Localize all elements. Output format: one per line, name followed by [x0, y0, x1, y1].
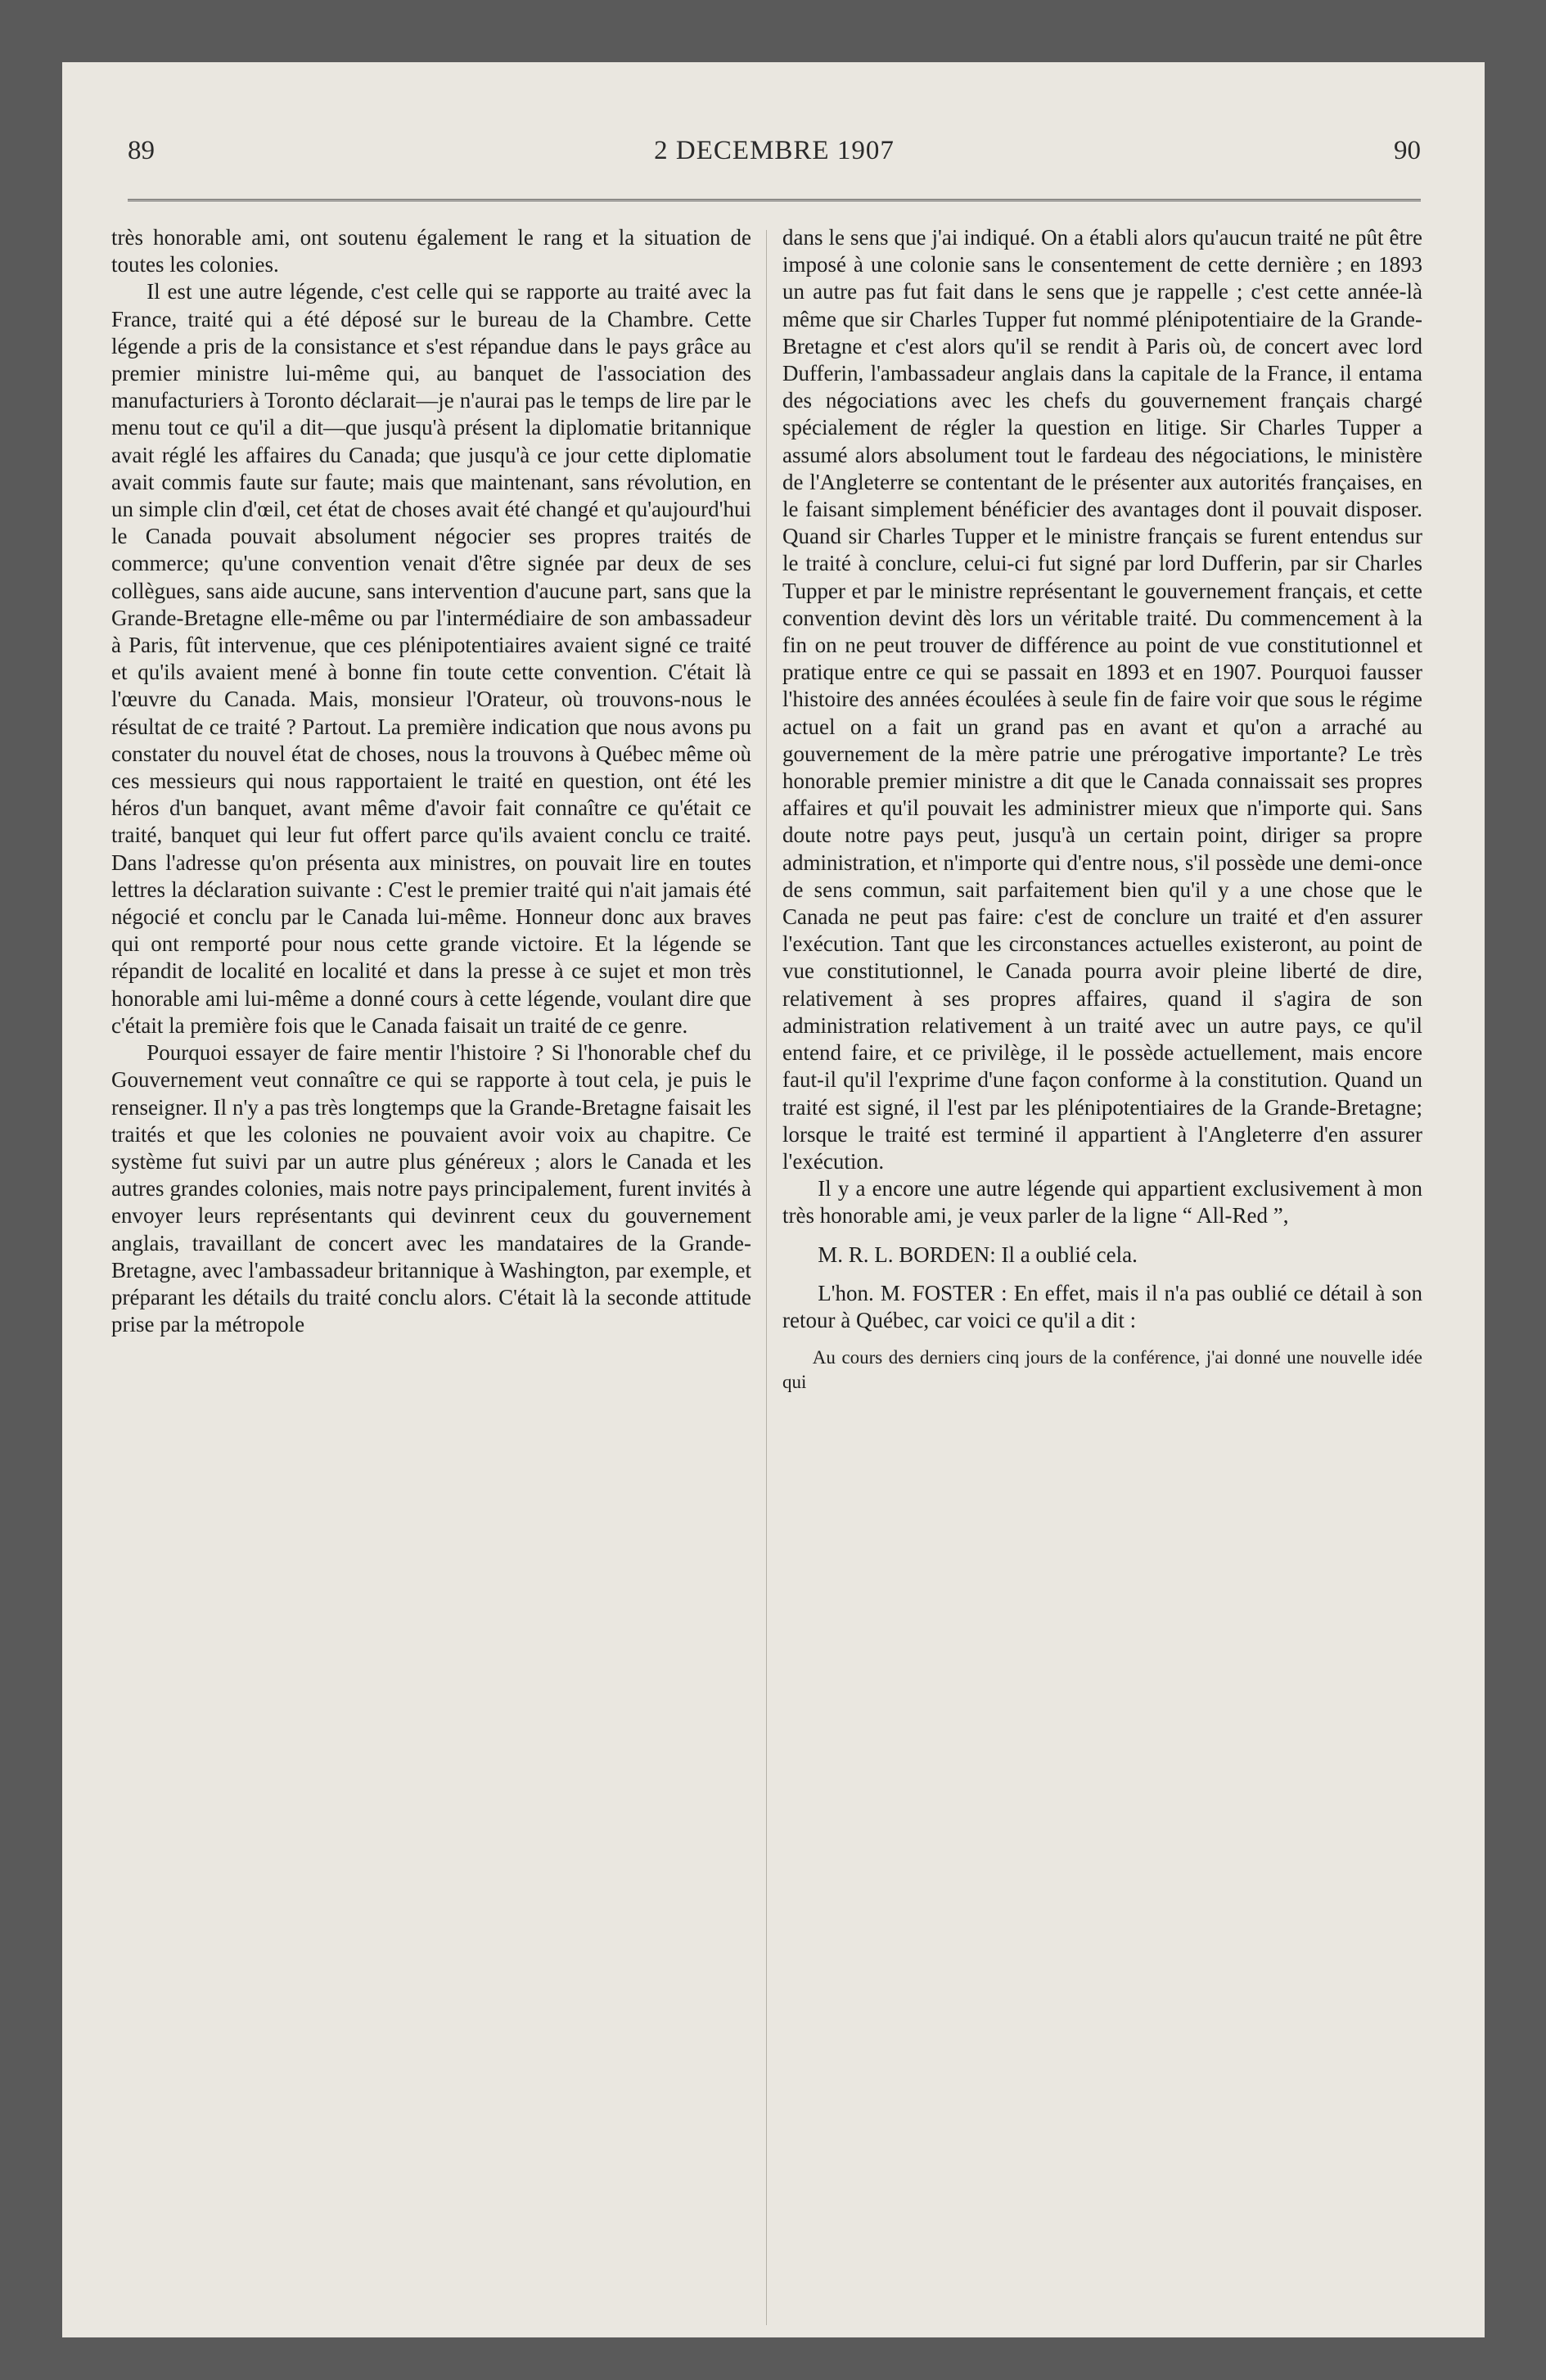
speaker-interjection: M. R. L. BORDEN: Il a oublié cela.	[818, 1242, 1138, 1267]
page-number-left: 89	[128, 136, 155, 165]
paragraph: très honorable ami, ont soutenu également le rang et la situation de toutes les colonies.	[111, 225, 751, 277]
page-date: 2 DECEMBRE 1907	[654, 136, 895, 165]
paragraph: Il est une autre légende, c'est celle qui se rapporte au traité avec la France, traité qui a été déposé sur le bureau de la Chambre. Cette légende a pris de la consistance et s'est répandue dans le pays grâce au premier ministre lui-même qui, au banquet de l'association des manufacturiers à Toronto déclarait—je n'aurai pas le temps de lire par le menu tout ce qu'il a dit—que jusqu'à présent la diplomatie britannique avait réglé les affaires du Canada; que jusqu'à ce jour cette diplomatie avait commis faute sur faute; mais que maintenant, sans révolution, en un simple clin d'œil, cet état de choses avait été changé et qu'aujourd'hui le Canada pouvait absolument négocier ses propres traités de commerce; qu'une convention venait d'être signée par deux de ses collègues, sans aide aucune, sans intervention d'aucune part, sans que la Grande-Bretagne elle-même ou par l'intermédiaire de son ambassadeur à Paris, fût intervenue, que ces plénipotentiaires avaient signé ce traité et qu'ils avaient mené à bonne fin toute cette convention. C'était là l'œuvre du Canada. Mais, monsieur l'Orateur, où trouvons-nous le résultat de ce traité ? Partout. La première indication que nous avons pu constater du nouvel état de choses, nous la trouvons à Québec même où ces messieurs qui nous rapportaient le traité en question, ont été les héros d'un banquet, avant même d'avoir fait connaître ce qu'était ce traité, banquet qui leur fut offert parce qu'ils avaient conclu ce traité. Dans l'adresse qu'on présenta aux ministres, on pouvait lire en toutes lettres la déclaration suivante : C'est le premier traité qui n'ait jamais été négocié et conclu par le Canada lui-même. Honneur donc aux braves qui ont remporté pour nous cette grande victoire. Et la légende se répandit de localité en localité et dans la presse à ce sujet et mon très honorable ami lui-même a donné cours à cette légende, voulant dire que c'était la première fois que le Canada faisait un traité de ce genre.	[111, 279, 751, 1038]
speaker-paragraph: L'hon. M. FOSTER : En effet, mais il n'a pas oublié ce détail à son retour à Québec, car voici ce qu'il a dit :	[782, 1280, 1422, 1332]
header-rule	[128, 199, 1421, 201]
page-sheet	[62, 62, 1485, 2337]
paragraph: Pourquoi essayer de faire mentir l'histoire ? Si l'honorable chef du Gouvernement veut connaître ce qui se rapporte à tout cela, je puis le renseigner. Il n'y a pas très longtemps que la Grande-Bretagne faisait les traités et que les colonies ne pouvaient avoir voix au chapitre. Ce système fut suivi par un autre plus généreux ; alors le Canada et les autres grandes colonies, mais notre pays principalement, furent invités à envoyer leurs représentants qui devinrent ceux du gouvernement anglais, travaillant de concert avec les mandataires de la Grande-Bretagne, avec l'ambassadeur britannique à Washington, par exemple, et préparant les détails du traité conclu alors. C'était là la seconde attitude prise par la métropole	[111, 1040, 751, 1337]
right-column	[782, 224, 1422, 1395]
paragraph: dans le sens que j'ai indiqué. On a établi alors qu'aucun traité ne pût être imposé à une colonie sans le consentement de cette dernière ; en 1893 un autre pas fut fait dans le sens que je rappelle ; c'est cette année-là même que sir Charles Tupper fut nommé plénipotentiaire de la Grande-Bretagne et c'est alors qu'il se rendit à Paris où, de concert avec lord Dufferin, l'ambassadeur anglais dans la capitale de la France, il entama des négociations avec les chefs du gouvernement français chargé spécialement de régler la question en litige. Sir Charles Tupper a assumé alors absolument tout le fardeau des négociations, le ministère de l'Angleterre se contentant de le présenter aux autorités françaises, en le faisant simplement bénéficier des avantages dont il pouvait disposer. Quand sir Charles Tupper et le ministre français se furent entendus sur le traité à conclure, celui-ci fut signé par lord Dufferin, par sir Charles Tupper et par le ministre représentant le gouvernement français, et cette convention devint dès lors un véritable traité. Du commencement à la fin on ne peut trouver de différence au point de vue constitutionnel et pratique entre ce qui se passait en 1893 et en 1907. Pourquoi fausser l'histoire des années écoulées à seule fin de faire voir que sous le régime actuel on a fait un grand pas en avant et qu'on a arraché au gouvernement de la mère patrie une prérogative importante? Le très honorable premier ministre a dit que le Canada connaissait ses propres affaires et qu'il pouvait les administrer mieux que n'importe qui. Sans doute notre pays peut, jusqu'à un certain point, diriger sa propre administration, et n'importe qui d'entre nous, s'il possède une demi-once de sens commun, sait parfaitement bien qu'il y a une chose que le Canada ne peut pas faire: c'est de conclure un traité et d'en assurer l'exécution. Tant que les circonstances actuelles existeront, au point de vue constitutionnel, le Canada pourra avoir pleine liberté de dire, relativement à ses propres affaires, quand il s'agira de son administration relativement à un traité avec un autre pays, ce qu'il entend faire, et ce privilège, il le possède actuellement, mais encore faut-il qu'il l'exprime d'une façon conforme à la constitution. Quand un traité est signé, il l'est par les plénipotentiaires de la Grande-Bretagne; lorsque le traité est terminé il appartient à l'Angleterre d'en assurer l'exécution.	[782, 225, 1422, 1174]
column-divider	[766, 230, 767, 2325]
page-header	[128, 128, 1421, 177]
paragraph: Il y a encore une autre légende qui appartient exclusivement à mon très honorable ami, je veux parler de la ligne “ All-Red ”,	[782, 1176, 1422, 1228]
left-column	[111, 224, 751, 1338]
quotation: Au cours des derniers cinq jours de la conférence, j'ai donné une nouvelle idée qui	[782, 1347, 1422, 1393]
page-number-right: 90	[1394, 136, 1421, 165]
